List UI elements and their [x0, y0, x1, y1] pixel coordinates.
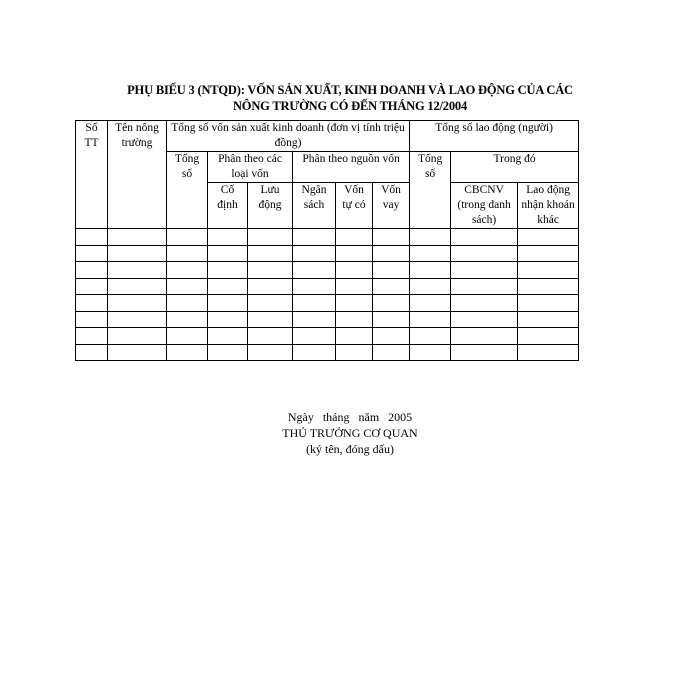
table-cell	[248, 344, 293, 361]
table-cell	[248, 328, 293, 345]
table-cell	[410, 328, 451, 345]
table-cell	[373, 295, 410, 312]
table-cell	[410, 344, 451, 361]
header-cbcnv: CBCNV (trong danh sách)	[451, 183, 518, 229]
table-cell	[167, 229, 208, 246]
signature-block	[200, 409, 500, 457]
signature-note: (ký tên, đóng dấu)	[306, 442, 394, 456]
table-cell	[293, 262, 336, 279]
table-cell	[451, 262, 518, 279]
table-cell	[248, 245, 293, 262]
signature-date: Ngày tháng năm 2005	[287, 410, 413, 424]
table-cell	[167, 262, 208, 279]
table-cell	[451, 229, 518, 246]
table-cell	[518, 262, 579, 279]
header-ngan-sach: Ngân sách	[293, 183, 336, 229]
table-cell	[451, 311, 518, 328]
table-cell	[108, 328, 167, 345]
table-cell	[108, 344, 167, 361]
title-line-1: PHỤ BIỂU 3 (NTQD): VỐN SẢN XUẤT, KINH DOANH VÀ LAO ĐỘNG CỦA CÁC	[127, 83, 573, 97]
table-cell	[293, 295, 336, 312]
table-row	[76, 262, 579, 279]
table-cell	[167, 311, 208, 328]
table-cell	[76, 344, 108, 361]
table-cell	[518, 311, 579, 328]
table-cell	[373, 245, 410, 262]
table-cell	[167, 295, 208, 312]
table-cell	[208, 328, 248, 345]
table-cell	[108, 295, 167, 312]
table-cell	[451, 328, 518, 345]
table-cell	[108, 278, 167, 295]
table-row	[76, 295, 579, 312]
table-cell	[76, 311, 108, 328]
table-cell	[293, 278, 336, 295]
table-cell	[410, 278, 451, 295]
header-phan-theo-loai-von: Phân theo các loại vốn	[208, 152, 293, 183]
header-tong-so-lao-dong: Tổng số lao động (người)	[410, 121, 579, 152]
table-cell	[518, 328, 579, 345]
table-cell	[248, 311, 293, 328]
table-cell	[336, 278, 373, 295]
table-row	[76, 311, 579, 328]
table-cell	[518, 278, 579, 295]
table-cell	[167, 344, 208, 361]
table-cell	[373, 278, 410, 295]
header-co-dinh: Cố định	[208, 183, 248, 229]
table-cell	[167, 245, 208, 262]
table-cell	[76, 295, 108, 312]
table-cell	[336, 311, 373, 328]
table-body	[76, 229, 579, 361]
table-cell	[76, 229, 108, 246]
table-cell	[518, 229, 579, 246]
table-cell	[293, 328, 336, 345]
table-cell	[108, 262, 167, 279]
table-cell	[410, 262, 451, 279]
table-cell	[451, 344, 518, 361]
table-cell	[410, 229, 451, 246]
header-trong-do: Trong đó	[451, 152, 579, 183]
table-cell	[208, 344, 248, 361]
table-cell	[373, 311, 410, 328]
table-cell	[76, 262, 108, 279]
header-von-tong-so: Tổng số	[167, 152, 208, 229]
table-cell	[167, 328, 208, 345]
header-ld-tong-so: Tổng số	[410, 152, 451, 229]
table-cell	[410, 245, 451, 262]
table-cell	[248, 278, 293, 295]
table-cell	[451, 295, 518, 312]
table-cell	[108, 311, 167, 328]
header-von-tu-co: Vốn tự có	[336, 183, 373, 229]
table-cell	[518, 245, 579, 262]
table-cell	[293, 311, 336, 328]
table-cell	[208, 245, 248, 262]
table-cell	[208, 295, 248, 312]
table-cell	[248, 262, 293, 279]
table-row	[76, 229, 579, 246]
table-cell	[373, 262, 410, 279]
table-cell	[373, 328, 410, 345]
document-title	[60, 82, 640, 114]
table-cell	[108, 245, 167, 262]
table-cell	[76, 245, 108, 262]
table-cell	[518, 295, 579, 312]
table-cell	[108, 229, 167, 246]
header-ten-nong-truong: Tên nông trường	[108, 121, 167, 229]
table-cell	[410, 295, 451, 312]
table-cell	[336, 328, 373, 345]
report-table	[75, 120, 579, 361]
table-cell	[248, 295, 293, 312]
table-cell	[76, 278, 108, 295]
title-line-2: NÔNG TRƯỜNG CÓ ĐẾN THÁNG 12/2004	[232, 99, 467, 113]
header-so-tt: Số TT	[76, 121, 108, 229]
table-cell	[167, 278, 208, 295]
table-cell	[293, 344, 336, 361]
table-cell	[208, 278, 248, 295]
table-cell	[451, 245, 518, 262]
header-lao-dong-khoan: Lao động nhận khoán khác	[518, 183, 579, 229]
table-cell	[208, 229, 248, 246]
header-tong-so-von: Tổng số vốn sản xuất kinh doanh (đơn vị tính triệu đồng)	[167, 121, 410, 152]
table-cell	[373, 344, 410, 361]
table-cell	[373, 229, 410, 246]
header-luu-dong: Lưu động	[248, 183, 293, 229]
table-cell	[293, 245, 336, 262]
table-cell	[518, 344, 579, 361]
table-cell	[336, 262, 373, 279]
table-row	[76, 278, 579, 295]
header-row-1	[76, 121, 579, 152]
table-cell	[76, 328, 108, 345]
table-cell	[336, 295, 373, 312]
signer-title: THỦ TRƯỞNG CƠ QUAN	[282, 426, 418, 440]
table-cell	[208, 262, 248, 279]
header-phan-theo-nguon-von: Phân theo nguồn vốn	[293, 152, 410, 183]
table-cell	[248, 229, 293, 246]
table-cell	[336, 229, 373, 246]
header-von-vay: Vốn vay	[373, 183, 410, 229]
table-cell	[451, 278, 518, 295]
table-cell	[336, 245, 373, 262]
table-cell	[410, 311, 451, 328]
table-row	[76, 245, 579, 262]
table-row	[76, 328, 579, 345]
table-cell	[208, 311, 248, 328]
table-cell	[336, 344, 373, 361]
table-row	[76, 344, 579, 361]
table-cell	[293, 229, 336, 246]
